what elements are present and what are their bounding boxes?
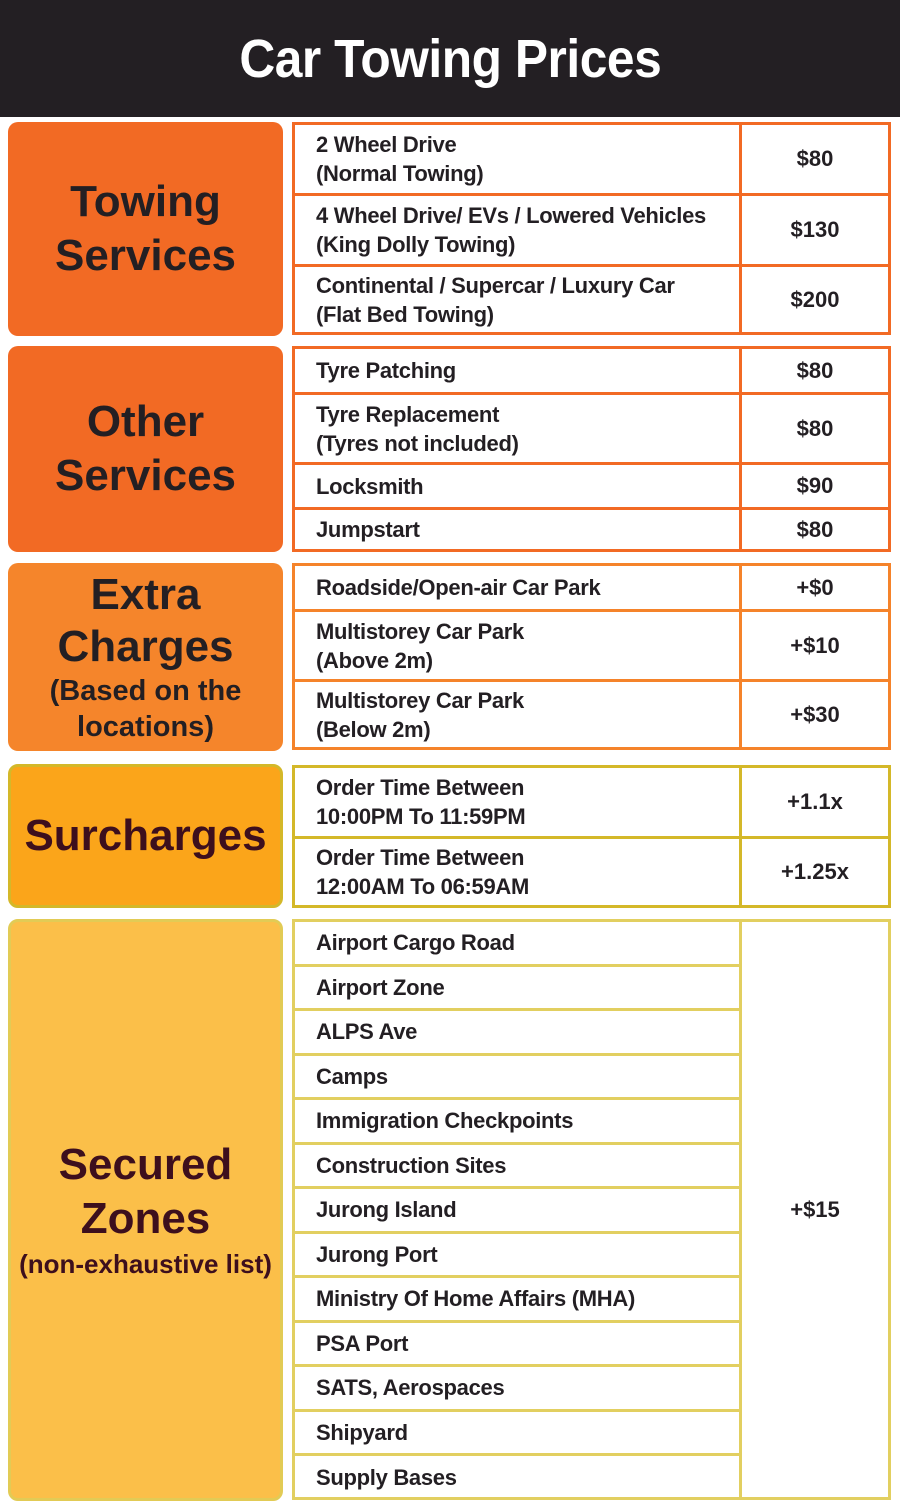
service-price: $90	[796, 473, 834, 498]
service-name: Tyre Patching	[295, 349, 742, 392]
page-title: Car Towing Prices	[239, 28, 661, 89]
label-line: Charges	[57, 622, 234, 671]
section-label-surcharges	[8, 764, 283, 908]
surcharge-time: Order Time Between 12:00AM To 06:59AM	[295, 839, 742, 905]
zone-item: Camps	[295, 1056, 739, 1100]
price-table-secured	[292, 919, 891, 1500]
label-line: Extra	[90, 570, 201, 619]
section-label-secured	[8, 919, 283, 1501]
section-extra-charges	[0, 563, 900, 751]
label-line: Towing	[70, 177, 221, 226]
label-line: Other	[86, 397, 205, 446]
label-line: Services	[54, 231, 237, 280]
zone-item: Shipyard	[295, 1412, 739, 1456]
service-name: Jumpstart	[295, 510, 742, 549]
surcharge-time: Order Time Between 10:00PM To 11:59PM	[295, 768, 742, 836]
label-line: Services	[54, 451, 237, 500]
section-label-other	[8, 346, 283, 552]
secured-zone-price: +$15	[790, 1196, 840, 1222]
table-row	[295, 768, 888, 839]
price-table-surcharges	[292, 765, 891, 908]
section-other-services	[0, 346, 900, 552]
label-subline: (non-exhaustive list)	[19, 1249, 272, 1279]
service-name: 4 Wheel Drive/ EVs / Lowered Vehicles (King Dolly Towing)	[295, 196, 742, 264]
label-line: Zones	[80, 1194, 211, 1243]
zone-item: Jurong Island	[295, 1189, 739, 1234]
price-table-towing	[292, 122, 891, 335]
section-surcharges	[0, 764, 900, 908]
service-price: $80	[796, 146, 834, 171]
zone-item: Airport Zone	[295, 967, 739, 1011]
charge-name: Multistorey Car Park (Above 2m)	[295, 612, 742, 679]
price-table-other	[292, 346, 891, 552]
charge-price: +$30	[790, 701, 840, 727]
zone-item: ALPS Ave	[295, 1011, 739, 1056]
zone-item: Ministry Of Home Affairs (MHA)	[295, 1278, 739, 1323]
table-row	[295, 349, 888, 395]
table-row	[295, 612, 888, 682]
table-row	[295, 125, 888, 196]
table-row	[295, 267, 888, 332]
service-name: 2 Wheel Drive (Normal Towing)	[295, 125, 742, 193]
table-row	[295, 839, 888, 905]
section-secured-zones	[0, 919, 900, 1501]
zone-item: Jurong Port	[295, 1234, 739, 1278]
surcharge-multiplier: +1.1x	[787, 789, 843, 814]
charge-price: +$10	[790, 632, 840, 658]
zone-item: Airport Cargo Road	[295, 922, 739, 967]
surcharge-multiplier: +1.25x	[781, 859, 849, 884]
section-towing-services	[0, 122, 900, 336]
section-label-towing	[8, 122, 283, 336]
zone-item: SATS, Aerospaces	[295, 1367, 739, 1412]
label-subline: locations)	[77, 711, 214, 743]
charge-price: +$0	[796, 574, 834, 600]
table-row	[295, 196, 888, 267]
service-name: Locksmith	[295, 465, 742, 507]
zone-item: Construction Sites	[295, 1145, 739, 1189]
service-price: $80	[796, 516, 834, 542]
service-price: $200	[790, 286, 840, 312]
service-price: $80	[796, 357, 834, 383]
service-name: Continental / Supercar / Luxury Car (Flat Bed Towing)	[295, 267, 742, 332]
table-row	[295, 510, 888, 549]
price-table-extra	[292, 563, 891, 750]
zone-item: Immigration Checkpoints	[295, 1100, 739, 1145]
table-row	[295, 465, 888, 510]
service-price: $130	[790, 217, 840, 242]
label-line: Surcharges	[24, 811, 267, 860]
zone-item: Supply Bases	[316, 1464, 457, 1490]
zone-list	[295, 922, 742, 1497]
service-name: Tyre Replacement (Tyres not included)	[295, 395, 742, 462]
service-price: $80	[796, 415, 834, 441]
table-row	[295, 395, 888, 465]
charge-name: Roadside/Open-air Car Park	[295, 566, 742, 609]
section-label-extra	[8, 563, 283, 751]
table-row	[295, 566, 888, 612]
label-subline: (Based on the	[49, 675, 242, 707]
zone-item: PSA Port	[295, 1323, 739, 1367]
charge-name: Multistorey Car Park (Below 2m)	[295, 682, 742, 747]
table-row	[295, 682, 888, 747]
label-line: Secured	[58, 1140, 233, 1189]
page-header	[0, 0, 900, 117]
